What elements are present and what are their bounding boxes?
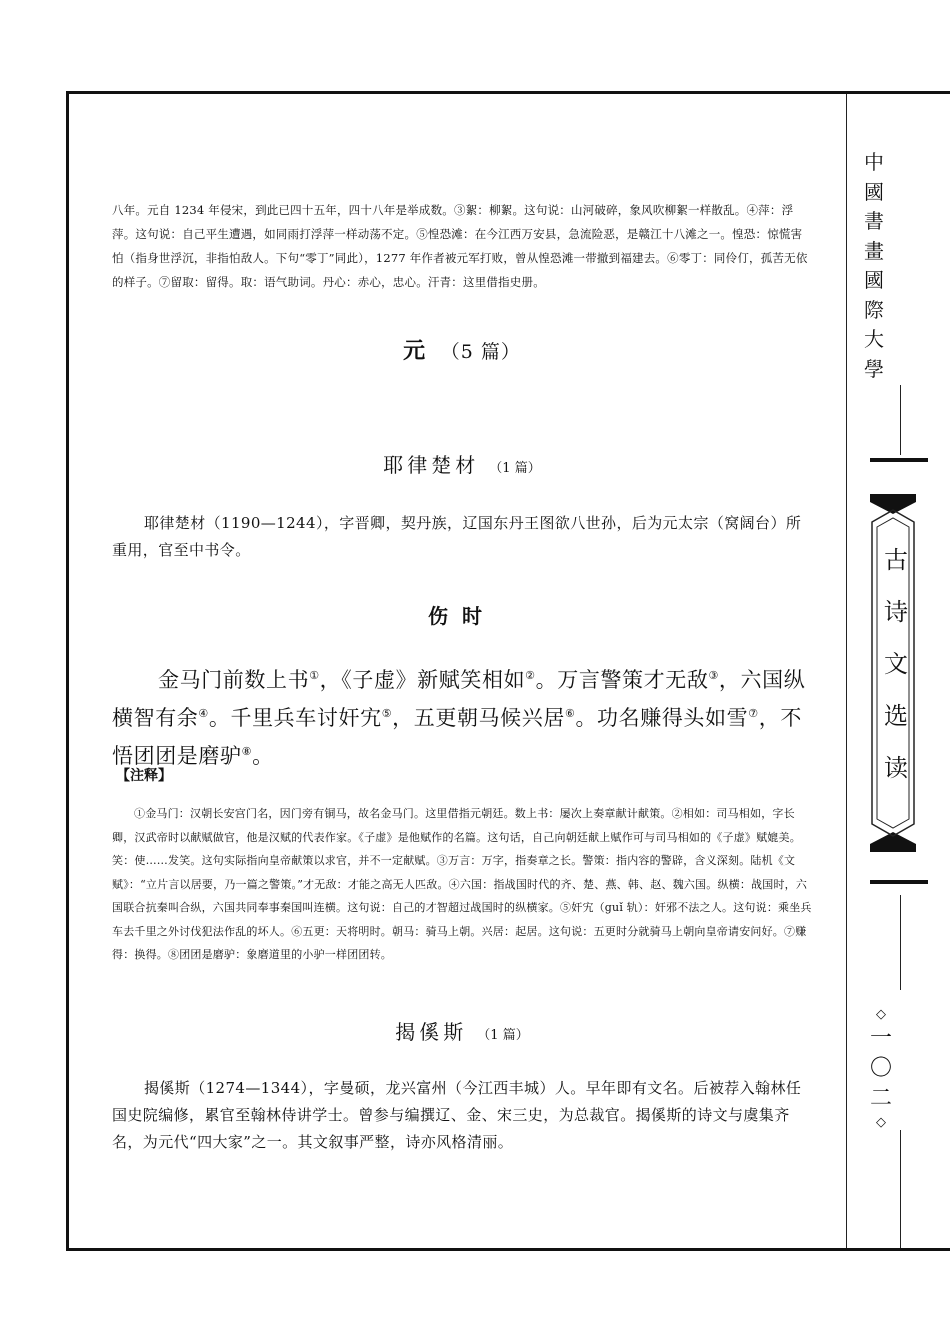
notes-label: 【注释】 [116,768,172,784]
book-title [878,534,914,794]
series-char: 際 [864,297,884,322]
note-marker: ⑧ [241,745,253,758]
previous-notes: 八年。元自 1234 年侵宋，到此已四十五年，四十八年是举成数。③絮：柳絮。这句说：山河破碎，象风吹柳絮一样散乱。④萍：浮萍。这句说：自己平生遭遇，如同雨打浮萍一样动荡不定。⑤惶恐滩：在今江西万安县，急流险恶，是赣江十八滩之一。惶恐：惊慌害怕（指身世浮沉，非指怕敌人。下句“零丁”同此），1277 年作者被元军打败，曾从惶恐滩一带撤到福建去。⑥零丁：同伶仃，孤苦无依的样子。⑦留取：留得。取：语气助词。丹心：赤心，忠心。汗青：这里借指史册。 [112,203,808,289]
poem-text: ，六国纵横智有余 [112,668,806,730]
poem-body [112,659,812,773]
side-rule [900,895,901,990]
poem-text: 金马门前数上书 [158,668,310,692]
book-title-char: 古 [884,546,908,574]
poem-text: 。 [252,744,274,768]
poem-text: ，五更朝马候兴居 [392,706,565,730]
poem-text: 。千里兵车讨奸宄 [208,706,382,730]
author-count: （1 篇） [477,1028,529,1043]
series-char: 中 [864,150,884,174]
series-char: 畫 [864,238,884,263]
author-heading-yelu [112,449,812,478]
book-title-char: 选 [884,702,908,730]
note-marker: ③ [708,669,719,682]
series-char: 國 [864,179,884,204]
series-char: 學 [864,356,884,381]
side-rule [900,1130,901,1248]
author-count: （1 篇） [489,461,541,476]
author-bio-yelu: 耶律楚材（1190—1244），字晋卿，契丹族，辽国东丹王图欲八世孙，后为元太宗（窝阔台）所重用，官至中书令。 [112,514,802,559]
author-bio-jie: 揭傒斯（1274—1344），字曼硕，龙兴富州（今江西丰城）人。早年即有文名。后被荐入翰林任国史院编修，累官至翰林侍讲学士。曾参与编撰辽、金、宋三史，为总裁官。揭傒斯的诗文与虞集齐名，为元代“四大家”之一。其文叙事严整，诗亦风格清丽。 [112,1079,802,1151]
dynasty-heading [112,334,812,365]
page-digit: 〇 [869,1056,892,1081]
annotations: ①金马门：汉朝长安宫门名，因门旁有铜马，故名金马门。这里借指元朝廷。数上书：屡次上奏章献计献策。②相如：司马相如，字长卿，汉武帝时以献赋做官，他是汉赋的代表作家。《子虚》是他赋作的名篇。这句话，自己向朝廷献上赋作可与司马相如的《子虚》赋媲美。笑：使……发笑。这句实际指向皇帝献策以求官，并不一定献赋。③万言：万字，指奏章之长。警策：指内容的警辟，含义深刻。陆机《文赋》：“立片言以居要，乃一篇之警策。”才无敌：才能之高无人匹敌。④六国：指战国时代的齐、楚、燕、韩、赵、魏六国。纵横：战国时，六国联合抗秦叫合纵，六国共同奉事秦国叫连横。这句说：自己的才智超过战国时的纵横家。⑤奸宄（guǐ 轨）：奸邪不法之人。这句说：乘坐兵车去千里之外讨伐犯法作乱的坏人。⑥五更：天将明时。朝马：骑马上朝。兴居：起居。这句说：五更时分就骑马上朝向皇帝请安问好。⑦赚得：换得。⑧团团是磨驴：象磨道里的小驴一样团团转。 [112,807,812,961]
series-char: 書 [864,209,884,233]
dynasty-name: 元 [403,338,430,364]
diamond-icon: ◇ [876,1007,886,1022]
note-marker: ⑤ [381,707,393,720]
series-char: 國 [864,268,884,292]
author-name: 揭傒斯 [395,1020,468,1044]
band-bottom-bar [870,880,928,884]
series-char: 大 [864,327,884,351]
book-title-char: 读 [884,754,908,782]
margin-rule [846,94,847,1248]
note-marker: ② [525,669,536,682]
diamond-icon: ◇ [876,1115,886,1130]
author-heading-jie [112,1016,812,1045]
page-digit: 一 [869,1026,892,1051]
poem-title: 伤时 [428,604,496,628]
poem-text: ，不悟团团是磨驴 [112,706,802,768]
book-title-char: 诗 [884,598,908,626]
note-marker: ⑥ [564,707,576,720]
series-title [858,148,890,384]
poem-text: 。功名赚得头如雪 [575,706,749,730]
note-marker: ④ [198,707,209,720]
note-marker: ① [309,669,320,682]
note-marker: ⑦ [748,707,759,720]
poem-text: 。万言警策才无敌 [535,668,709,692]
page-digit: 二 [869,1086,892,1111]
poem-text: ，《子虚》新赋笑相如 [319,668,526,692]
page-number [867,1006,895,1132]
side-rule [900,385,901,455]
band-top-bar [870,458,928,462]
book-title-char: 文 [884,650,908,678]
dynasty-count: （5 篇） [440,341,521,363]
author-name: 耶律楚材 [383,453,480,477]
